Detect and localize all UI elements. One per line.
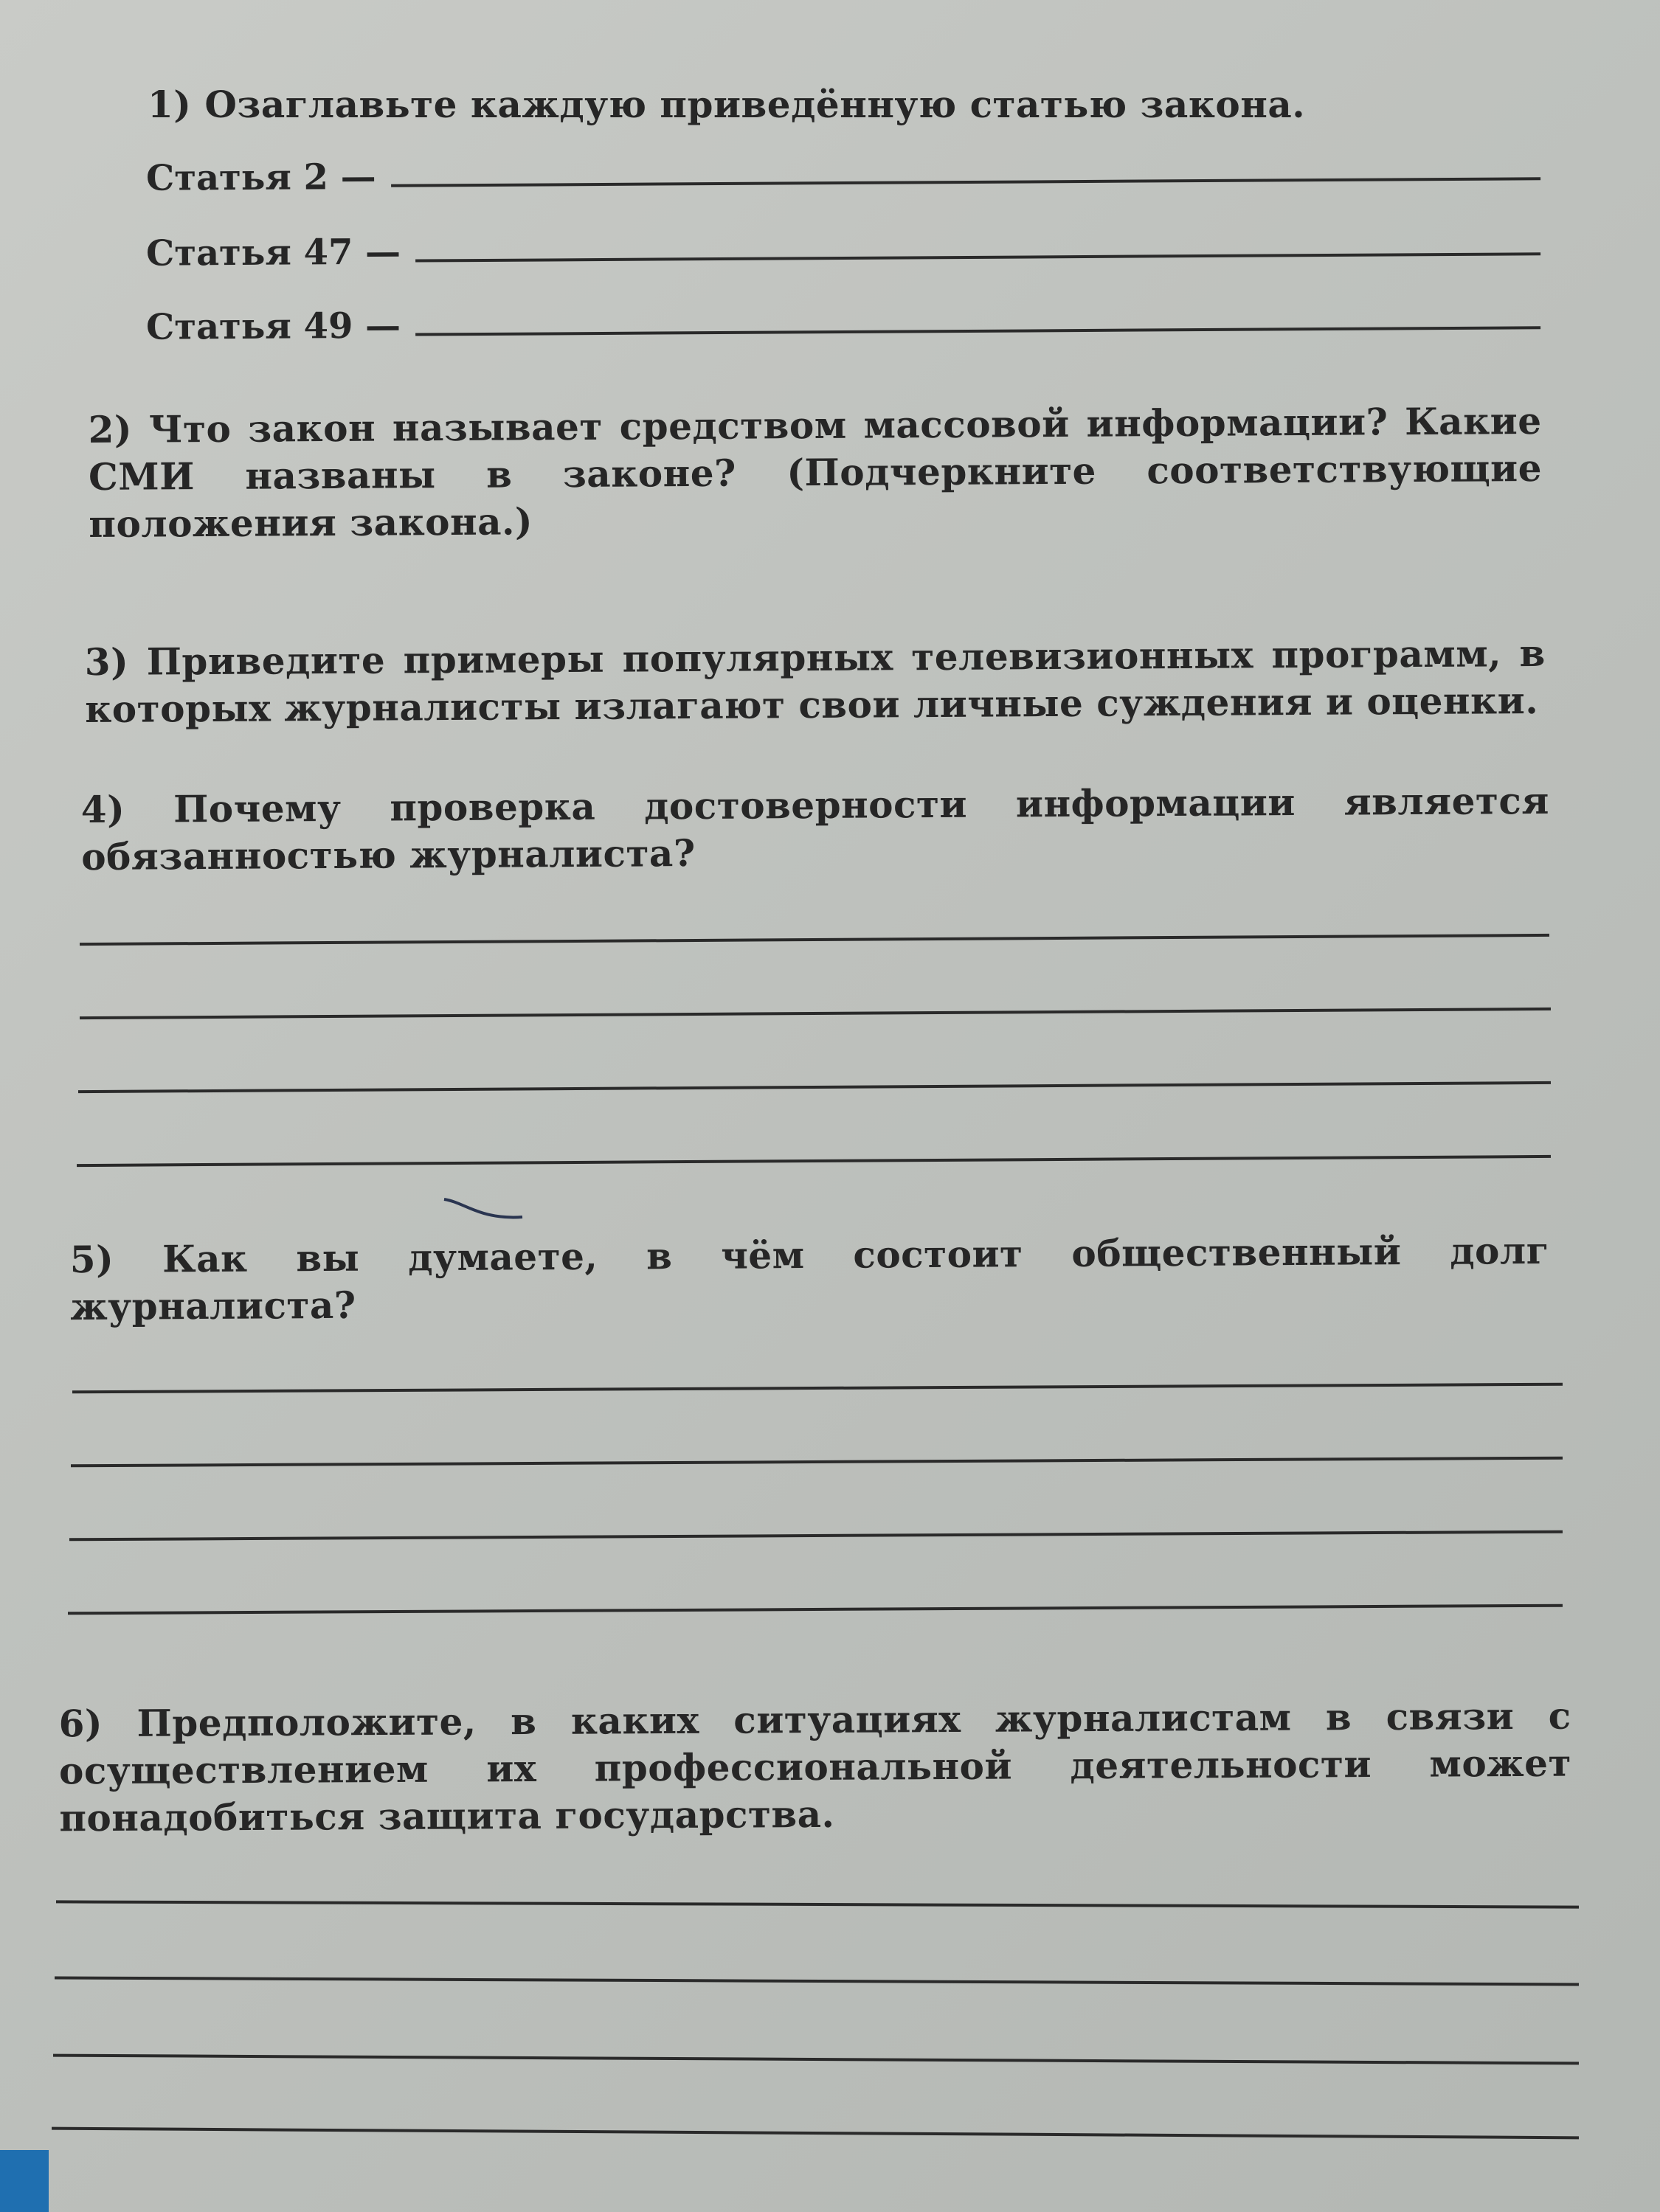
question-4-answer-line-4[interactable] [77,1155,1551,1167]
question-4-answer-line-3[interactable] [78,1081,1551,1093]
article-2-answer-line[interactable] [391,177,1540,187]
question-5-answer-line-4[interactable] [68,1604,1563,1615]
article-49-answer-line[interactable] [415,326,1540,336]
question-2: 2) Что закон называет средством массовой информации? Какие СМИ названы в законе? (Подчеркните соответствующие положения закона.) [88,398,1543,547]
question-6-answer-line-3[interactable] [53,2054,1579,2065]
question-6-answer-line-2[interactable] [55,1976,1579,1986]
question-5: 5) Как вы думаете, в чём состоит общественный долг журналиста? [69,1228,1549,1329]
question-4-answer-line-2[interactable] [80,1008,1551,1019]
question-5-answer-line-1[interactable] [72,1383,1563,1394]
question-1: 1) Озаглавьте каждую приведённую статью закона. [148,83,1306,126]
article-49-label: Статья 49 — [145,305,401,348]
article-47-answer-line[interactable] [415,252,1540,262]
question-4: 4) Почему проверка достоверности информации является обязанностью журналиста? [80,778,1549,879]
question-6-answer-line-1[interactable] [56,1900,1579,1908]
question-4-answer-line-1[interactable] [80,934,1549,946]
question-3: 3) Приведите примеры популярных телевизионных программ, в которых журналисты излагают свои личные суждения и оценки. [84,631,1546,732]
article-47-label: Статья 47 — [145,231,401,274]
question-6: 6) Предположите, в каких ситуациях журналистам в связи с осуществлением их профессиональной деятельности может понадобиться защита государства. [58,1693,1572,1840]
blue-page-tab [0,2150,49,2212]
question-5-answer-line-3[interactable] [69,1530,1563,1542]
article-2-label: Статья 2 — [145,156,376,199]
article-2-answer-row [146,143,1540,199]
article-49-answer-row [146,292,1540,348]
question-6-answer-line-4[interactable] [52,2127,1579,2140]
pencil-mark [443,1195,524,1224]
question-5-answer-line-2[interactable] [71,1457,1563,1468]
article-47-answer-row [146,218,1540,274]
